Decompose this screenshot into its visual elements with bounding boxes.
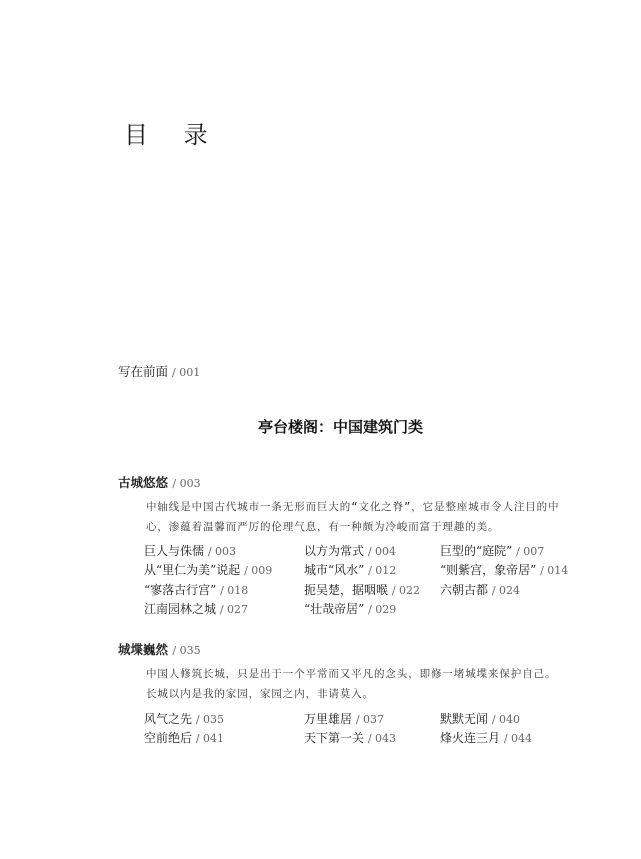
entry-label: 写在前面: [118, 364, 169, 379]
toc-entry[interactable]: 以方为常式 / 004: [304, 544, 397, 558]
toc-entry[interactable]: 烽火连三月 / 044: [440, 731, 533, 746]
section-label: 古城悠悠: [118, 475, 169, 490]
section-description-2: 中国人修筑长城，只是出于一个平常而又平凡的念头，即修一堵城堞来保护自己。长城以内是我的家园，家园之内，非请莫入。: [146, 668, 557, 700]
toc-entry[interactable]: “则紫宫，象帝居” / 014: [440, 563, 569, 578]
toc-entry[interactable]: 江南园林之城 / 027: [144, 601, 249, 616]
toc-entry[interactable]: 巨人与侏儒 / 003: [144, 544, 237, 558]
section-page: / 003: [172, 477, 201, 490]
toc-entry[interactable]: 万里雄居 / 037: [304, 712, 385, 726]
part-title: 亭台楼阁：中国建筑门类: [258, 418, 424, 436]
section-title-2[interactable]: [118, 640, 201, 658]
toc-entry[interactable]: 从“里仁为美”说起 / 009: [144, 563, 273, 578]
section-description-1: 中轴线是中国古代城市一条无形而巨大的“文化之脊”，它是整座城市令人注目的中心，渗蕴着温馨而严厉的伦理气息，有一种颇为冷峻而富于理趣的美。: [146, 501, 560, 533]
toc-entry[interactable]: “寥落古行宫” / 018: [144, 582, 249, 597]
section-title-1[interactable]: [118, 473, 201, 491]
section-entries-2: [144, 710, 594, 749]
toc-entry[interactable]: 六朝古都 / 024: [440, 582, 521, 597]
toc-entry[interactable]: 城市“风水” / 012: [304, 563, 397, 578]
toc-entry[interactable]: “壮哉帝居” / 029: [304, 601, 397, 616]
toc-entry[interactable]: 天下第一关 / 043: [304, 731, 397, 746]
entry-page: / 001: [172, 366, 201, 379]
page-title: 目 录: [124, 121, 222, 149]
section-label: 城堞巍然: [118, 642, 169, 657]
toc-entry[interactable]: 空前绝后 / 041: [144, 731, 225, 746]
toc-entry-preface[interactable]: [118, 362, 200, 380]
toc-entry[interactable]: 扼吴楚，据咽喉 / 022: [304, 582, 421, 597]
section-entries-1: [144, 542, 594, 619]
toc-entry[interactable]: 默默无闻 / 040: [440, 712, 521, 726]
toc-entry[interactable]: 巨型的“庭院” / 007: [440, 544, 545, 558]
section-page: / 035: [172, 644, 201, 657]
toc-entry[interactable]: 风气之先 / 035: [144, 712, 225, 726]
